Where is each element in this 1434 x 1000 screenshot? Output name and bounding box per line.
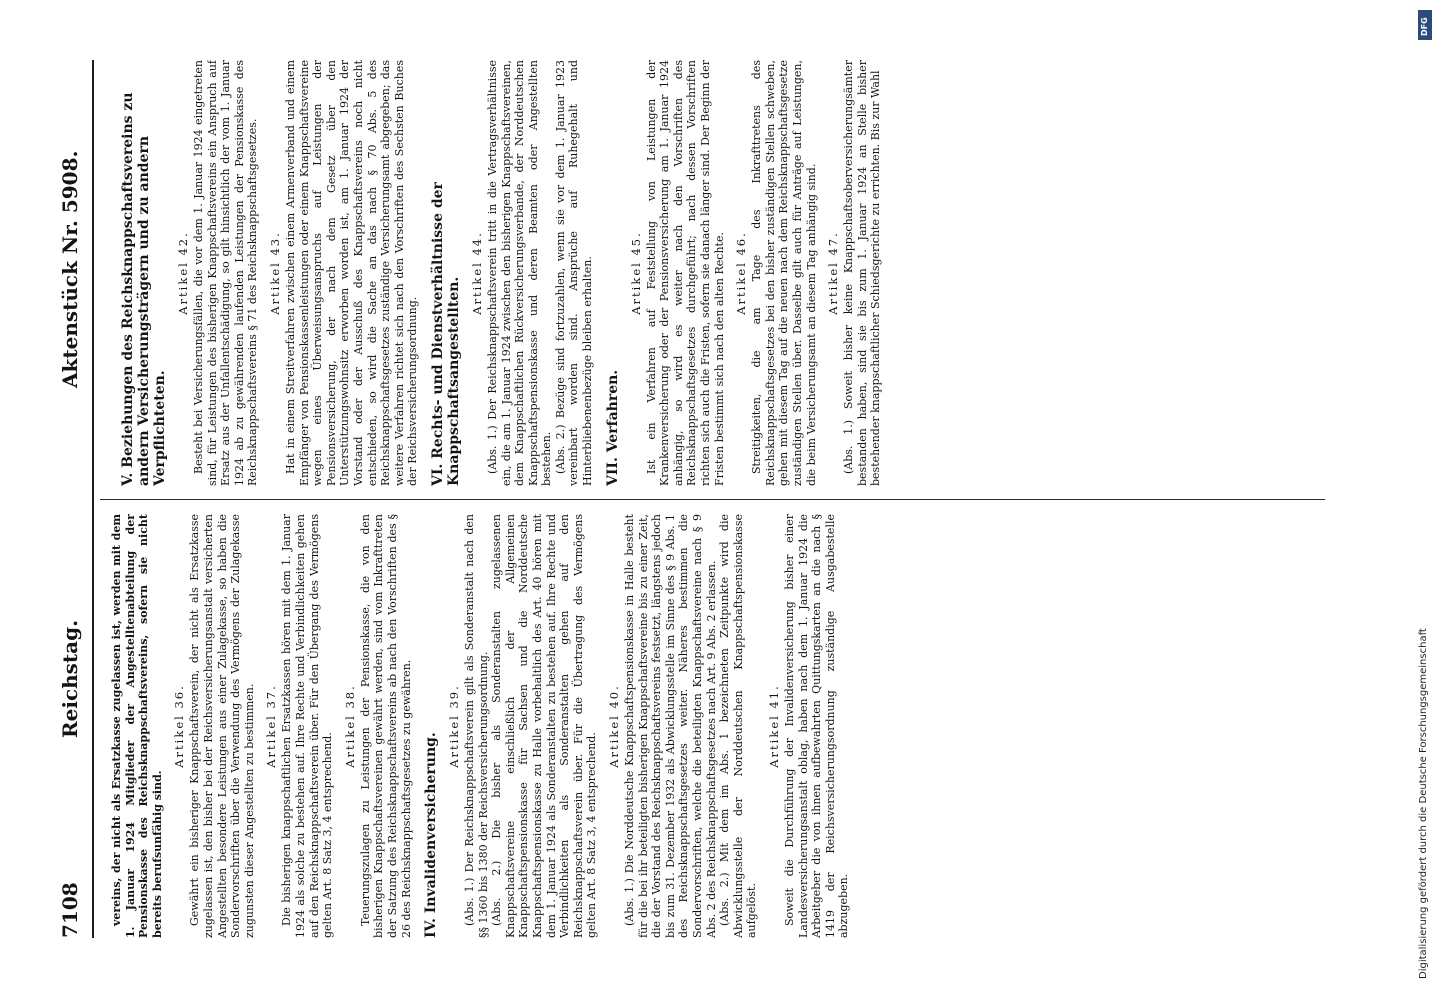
section-heading: IV. Invalidenversicherung. [423, 732, 440, 938]
paragraph: (Abs. 2.) Die bisher als Sonderanstalten zugelassenen Knappschaftsvereine einschließlich der Allgemeinen Knappschaftspensionskasse für Sachsen und die Norddeutsche Knappschaftspensionskasse zu Halle vorbehaltlich des Art. 40 hören mit dem 1. Januar 1924 als Sonderanstalten zu bestehen auf. Ihre Rechte und Verbindlichkeiten als Sonderanstalten gehen auf den Reichsknappschaftsverein über. Für die Übertragung des Vermögens gelten Art. 8 Satz 3, 4 entsprechend. [490, 514, 599, 938]
paragraph: (Abs. 2.) Mit dem im Abs. 1 bezeichneten Zeitpunkte wird die Abwicklungsstelle der Norddeutschen Knappschaftspensionskasse aufgelöst. [718, 514, 759, 938]
running-head-document: Aktenstück Nr. 5908. [58, 150, 82, 388]
paragraph: (Abs. 2.) Bezüge sind fortzuzahlen, wenn sie vor dem 1. Januar 1923 vereinbart worden sind. Ansprüche auf Ruhegehalt und Hinterbliebenenbezüge bleiben erhalten. [553, 60, 595, 486]
paragraph: Soweit die Durchführung der Invalidenversicherung bisher einer Landesversicherungsanstalt oblag, haben nach dem 1. Januar 1924 die Arbeitgeber die von ihnen aufbewahrten Quittungskarten an die nach § 1419 der Reichsversicherungsordnung zuständige Ausgabestelle abzugeben. [782, 514, 851, 938]
page-number: 7108 [58, 882, 82, 938]
article-heading: Artikel 36. [172, 684, 187, 768]
dfg-logo [1418, 10, 1432, 40]
article-heading: Artikel 37. [264, 684, 279, 768]
paragraph: Teuerungszulagen zu Leistungen der Pensionskasse, die von den bisherigen Knappschaftsvereinen gewährt werden, sind vom Inkrafttreten der Satzung des Reichsknappschaftsvereins ab nach den Vorschriften des § 26 des Reichsknappschaftsgesetzes zu gewähren. [358, 514, 413, 938]
section-heading: V. Beziehungen des Reichsknappschaftsvereins zu andern Versicherungsträgern und zu andern Verpflichteten. [120, 92, 168, 486]
article-heading: Artikel 40. [607, 684, 622, 768]
paragraph: (Abs. 1.) Soweit bisher keine Knappschaftsoberversicherungsämter bestanden haben, sind sie bis zum 1. Januar 1924 an Stelle bisher bestehender knappschaftlicher Schiedsgerichte zu errichten. Bis zur Wahl [842, 60, 883, 486]
article-heading: Artikel 46. [734, 231, 749, 315]
paragraph: Besteht bei Versicherungsfällen, die vor dem 1. Januar 1924 eingetreten sind, für Leistungen des bisherigen Knappschaftsvereins ein Anspruch auf Ersatz aus der Unfallentschädigung, so gilt hinsichtlich der vom 1. Januar 1924 ab zu gewährenden laufenden Leistungen der Pensionskasse des Reichsknappschaftsvereins § 71 des Reichsknappschaftsgesetzes. [192, 60, 260, 486]
article-heading: Artikel 47. [826, 231, 841, 315]
digitization-credit [1414, 10, 1434, 990]
digitization-credit-text: Digitalisierung gefördert durch die Deutsche Forschungsgemeinschaft [1418, 628, 1429, 979]
article-heading: Artikel 42. [176, 231, 190, 315]
text-column-right [110, 60, 1325, 486]
article-heading: Artikel 43. [267, 231, 282, 315]
running-head-parliament: Reichstag. [58, 619, 82, 738]
column-divider [100, 499, 1325, 500]
paragraph: Streitigkeiten, die am Tage des Inkrafttretens des Reichsknappschaftsgesetzes bei den bisher zuständigen Stellen schweben, gehen mit diesem Tag auf die neuen nach dem Reichsknappschaftsgesetze zuständigen Stellen über. Dasselbe gilt auch für Anträge auf Leistungen, die beim Versicherungsamt an diesem Tag anhängig sind. [750, 60, 818, 486]
paragraph: Ist ein Verfahren auf Feststellung von Leistungen der Krankenversicherung oder der Pensionsversicherung am 1. Januar 1924 anhängig, so wird es weiter nach den Vorschriften des Reichsknappschaftsgesetzes durchgeführt; nach dessen Vorschriften richten sich auch die Fristen, sofern sie danach länger sind. Der Beginn der Fristen bestimmt sich nach den alten Rechte. [644, 60, 726, 486]
article-heading: Artikel 38. [342, 684, 357, 768]
dfg-logo-text: DFG [1420, 17, 1429, 36]
header-rule [92, 60, 94, 938]
article-heading: Artikel 45. [628, 231, 643, 315]
paragraph: Die bisherigen knappschaftlichen Ersatzkassen hören mit dem 1. Januar 1924 als solche zu bestehen auf. Ihre Rechte und Verbindlichkeiten gehen auf den Reichsknappschaftsverein über. Für den Übergang des Vermögens gelten Art. 8 Satz 3, 4 entsprechend. [280, 514, 335, 938]
paragraph: Gewährt ein bisheriger Knappschaftsverein, der nicht als Ersatzkasse zugelassen ist, den bisher bei der Reichsversicherungsanstalt versicherten Angestellten besondere Leistungen aus einer Zulagekasse, so haben die Sondervorschriften über die Verwendung des Vermögens der Zulagekasse zugunsten dieser Angestellten zu bestimmen. [188, 514, 256, 938]
paragraph: (Abs. 1.) Die Norddeutsche Knappschaftspensionskasse in Halle besteht für die bei ihr beteiligten bisherigen Knappschaftsvereine bis zu einer Zeit, die der Vorstand des Reichsknappschaftsvereins festsetzt, längstens jedoch bis zum 31. Dezember 1932 als Abwicklungsstelle im Sinne des § 9 Abs. 1 des Reichsknappschaftsgesetzes weiter. Näheres bestimmen die Sondervorschriften, welche die beteiligten Knappschaftsvereine nach § 9 Abs. 2 des Reichsknappschaftsgesetzes nach Art. 9 Abs. 2 erlassen. [623, 514, 718, 938]
article-heading: Artikel 39. [447, 684, 462, 768]
section-heading: VII. Verfahren. [604, 369, 621, 486]
text-column-left [110, 514, 1325, 938]
article-heading: Artikel 41. [766, 684, 781, 768]
section-heading: VI. Rechts- und Dienstverhältnisse der Knappschaftsangestellten. [429, 182, 462, 486]
paragraph: (Abs. 1.) Der Reichsknappschaftsverein gilt als Sonderanstalt nach den §§ 1360 bis 1380 der Reichsversicherungsordnung. [463, 514, 490, 938]
paragraph: vereins, der nicht als Ersatzkasse zugelassen ist, werden mit dem 1. Januar 1924 Mitglieder der Angestelltenabteilung der Pensionskasse des Reichsknappschaftsvereins, sofern sie nicht bereits berufsunfähig sind. [110, 514, 164, 938]
article-heading: Artikel 44. [469, 231, 484, 315]
paragraph: (Abs. 1.) Der Reichsknappschaftsverein tritt in die Vertragsverhältnisse ein, die am 1. Januar 1924 zwischen den bisherigen Knappschaftsvereinen, dem Knappschaftlichen Rückversicherungsverbande, der Norddeutschen Knappschaftspensionskasse und deren Beamten oder Angestellten bestehen. [485, 60, 554, 486]
paragraph: Hat in einem Streitverfahren zwischen einem Armenverband und einem Empfänger von Pensionskassenleistungen oder einem Knappschaftsvereine wegen eines Überweisungsanspruchs auf Leistungen der Pensionsversicherung, der nach dem Gesetz über den Unterstützungswohnsitz erworben worden ist, am 1. Januar 1924 der Vorstand oder der Ausschuß des Knappschaftsvereins noch nicht entschieden, so wird die Sache an das nach § 70 Abs. 5 des Reichsknappschaftsgesetzes zuständige Versicherungsamt abgegeben; das weitere Verfahren richtet sich nach den Vorschriften des Sechsten Buches der Reichsversicherungsordnung. [283, 60, 420, 486]
